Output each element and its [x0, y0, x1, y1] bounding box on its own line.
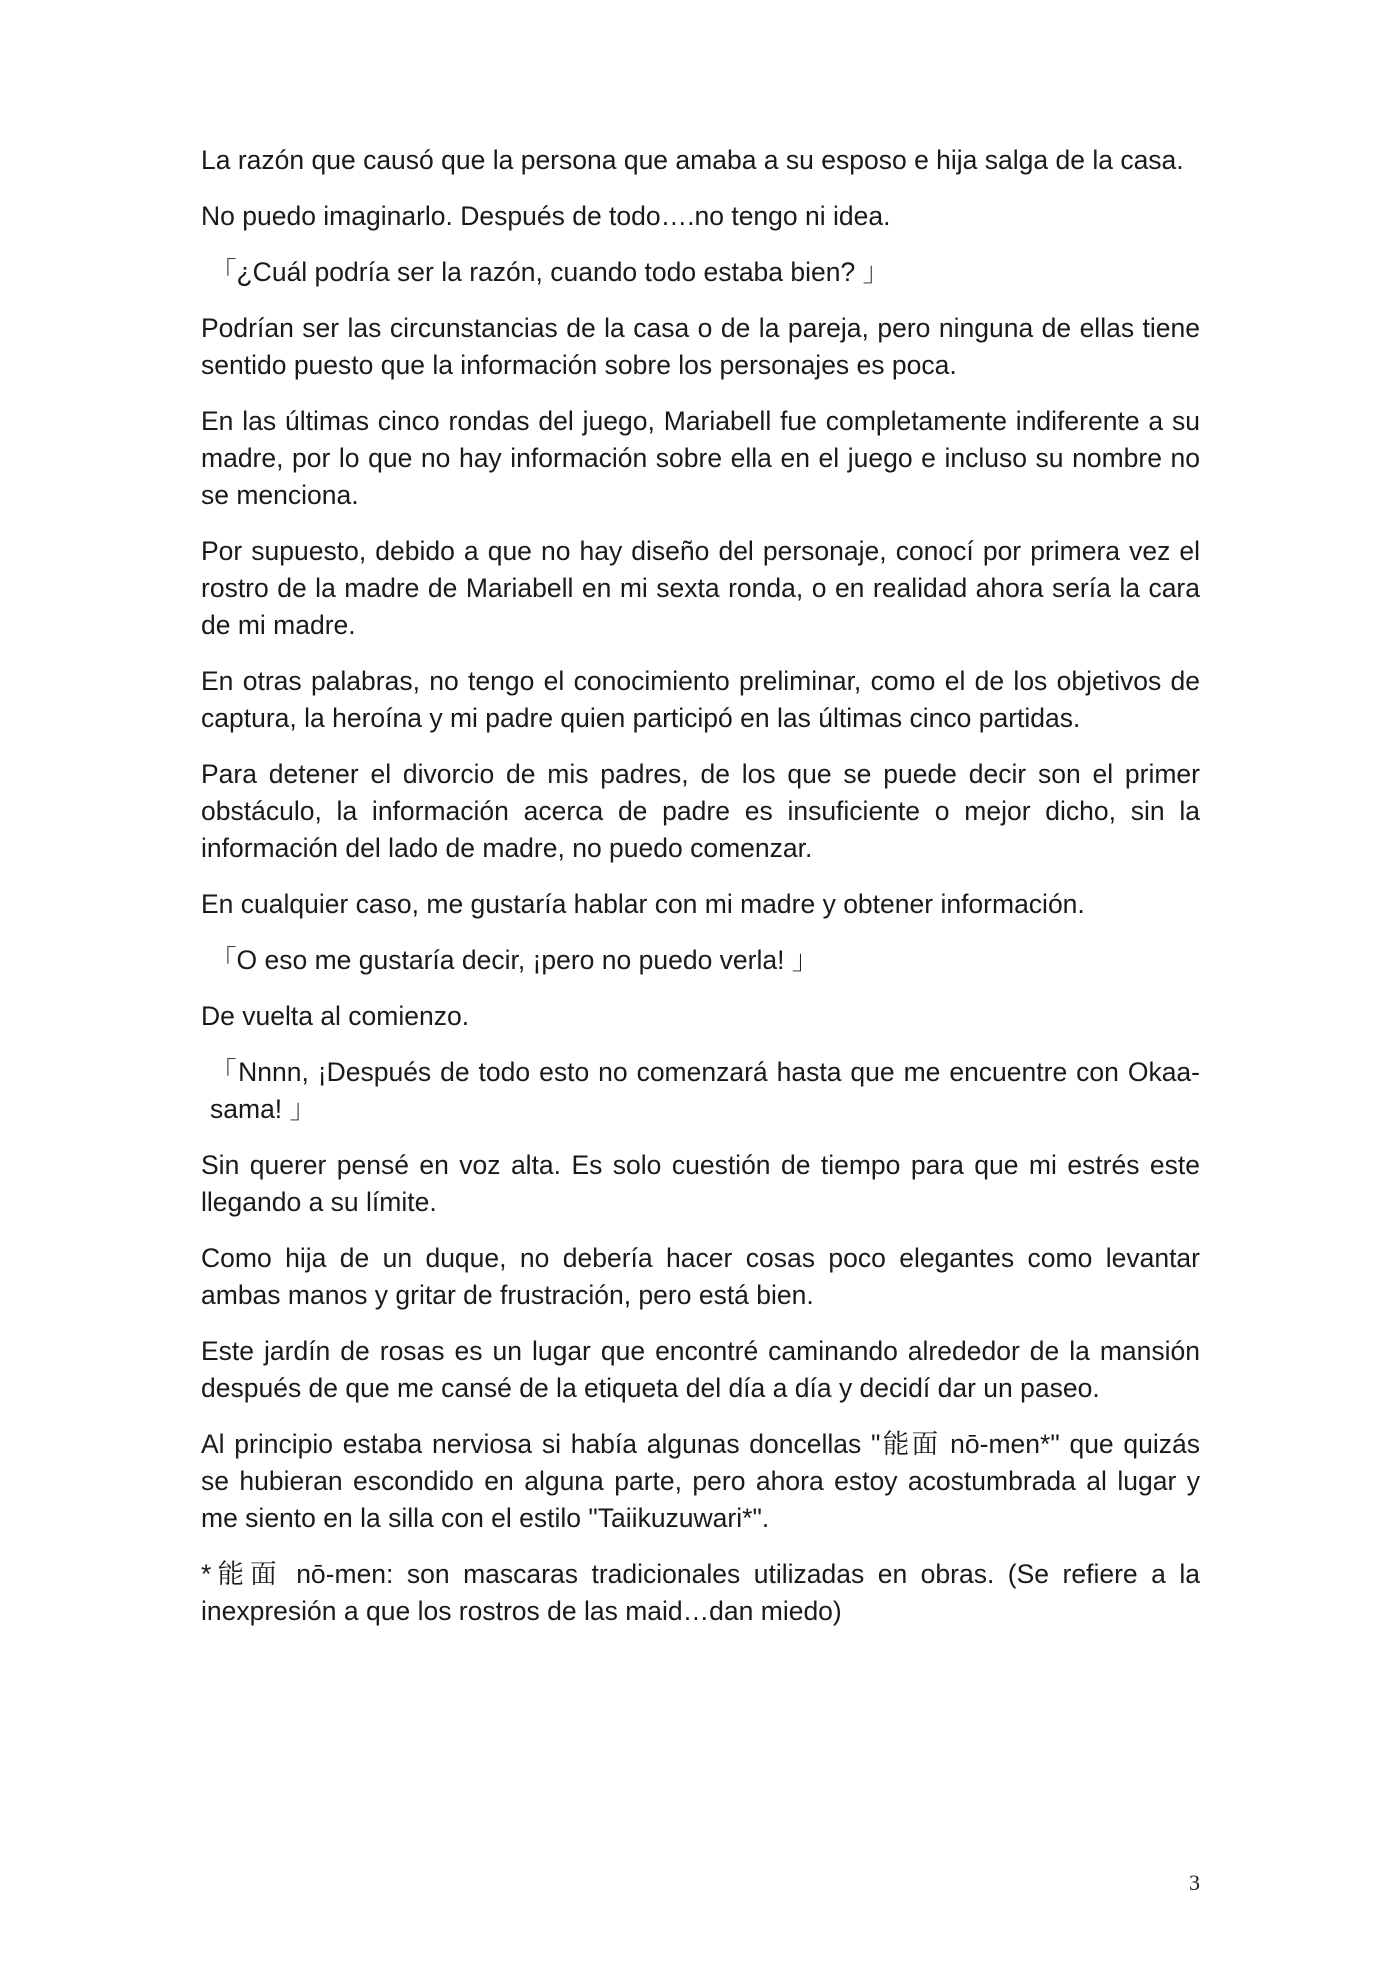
- paragraph: Podrían ser las circunstancias de la casa o de la pareja, pero ninguna de ellas tiene sentido puesto que la información sobre los personajes es poca.: [201, 313, 1200, 380]
- dialogue-line: 「¿Cuál podría ser la razón, cuando todo estaba bien? 」: [210, 257, 890, 287]
- page-number: 3: [1189, 1870, 1200, 1895]
- paragraph: Sin querer pensé en voz alta. Es solo cuestión de tiempo para que mi estrés este llegando a su límite.: [201, 1150, 1200, 1217]
- footnote: *能面 nō-men: son mascaras tradicionales utilizadas en obras. (Se refiere a la inexpresión a que los rostros de las maid…dan miedo): [201, 1559, 1200, 1626]
- dialogue-line: 「Nnnn, ¡Después de todo esto no comenzará hasta que me encuentre con Okaa-sama! 」: [210, 1057, 1200, 1124]
- paragraph: Como hija de un duque, no debería hacer cosas poco elegantes como levantar ambas manos y gritar de frustración, pero está bien.: [201, 1243, 1200, 1310]
- paragraph: La razón que causó que la persona que amaba a su esposo e hija salga de la casa.: [201, 145, 1184, 175]
- paragraph: Para detener el divorcio de mis padres, de los que se puede decir son el primer obstáculo, la información acerca de padre es insuficiente o mejor dicho, sin la información del lado de madre, no puedo comenzar.: [201, 759, 1200, 863]
- paragraph: En otras palabras, no tengo el conocimiento preliminar, como el de los objetivos de captura, la heroína y mi padre quien participó en las últimas cinco partidas.: [201, 666, 1200, 733]
- paragraph: Al principio estaba nerviosa si había algunas doncellas "能面 nō-men*" que quizás se hubieran escondido en alguna parte, pero ahora estoy acostumbrada al lugar y me siento en la silla con el estilo "Taiikuzuwari*".: [201, 1429, 1200, 1533]
- paragraph: Este jardín de rosas es un lugar que encontré caminando alrededor de la mansión después de que me cansé de la etiqueta del día a día y decidí dar un paseo.: [201, 1336, 1200, 1403]
- paragraph: No puedo imaginarlo. Después de todo….no tengo ni idea.: [201, 201, 891, 231]
- dialogue-line: 「O eso me gustaría decir, ¡pero no puedo verla! 」: [210, 945, 819, 975]
- paragraph: En las últimas cinco rondas del juego, Mariabell fue completamente indiferente a su madre, por lo que no hay información sobre ella en el juego e incluso su nombre no se menciona.: [201, 406, 1200, 510]
- paragraph: En cualquier caso, me gustaría hablar con mi madre y obtener información.: [201, 889, 1085, 919]
- paragraph: Por supuesto, debido a que no hay diseño del personaje, conocí por primera vez el rostro de la madre de Mariabell en mi sexta ronda, o en realidad ahora sería la cara de mi madre.: [201, 536, 1200, 640]
- body-text: [201, 142, 1200, 1649]
- paragraph: De vuelta al comienzo.: [201, 1001, 470, 1031]
